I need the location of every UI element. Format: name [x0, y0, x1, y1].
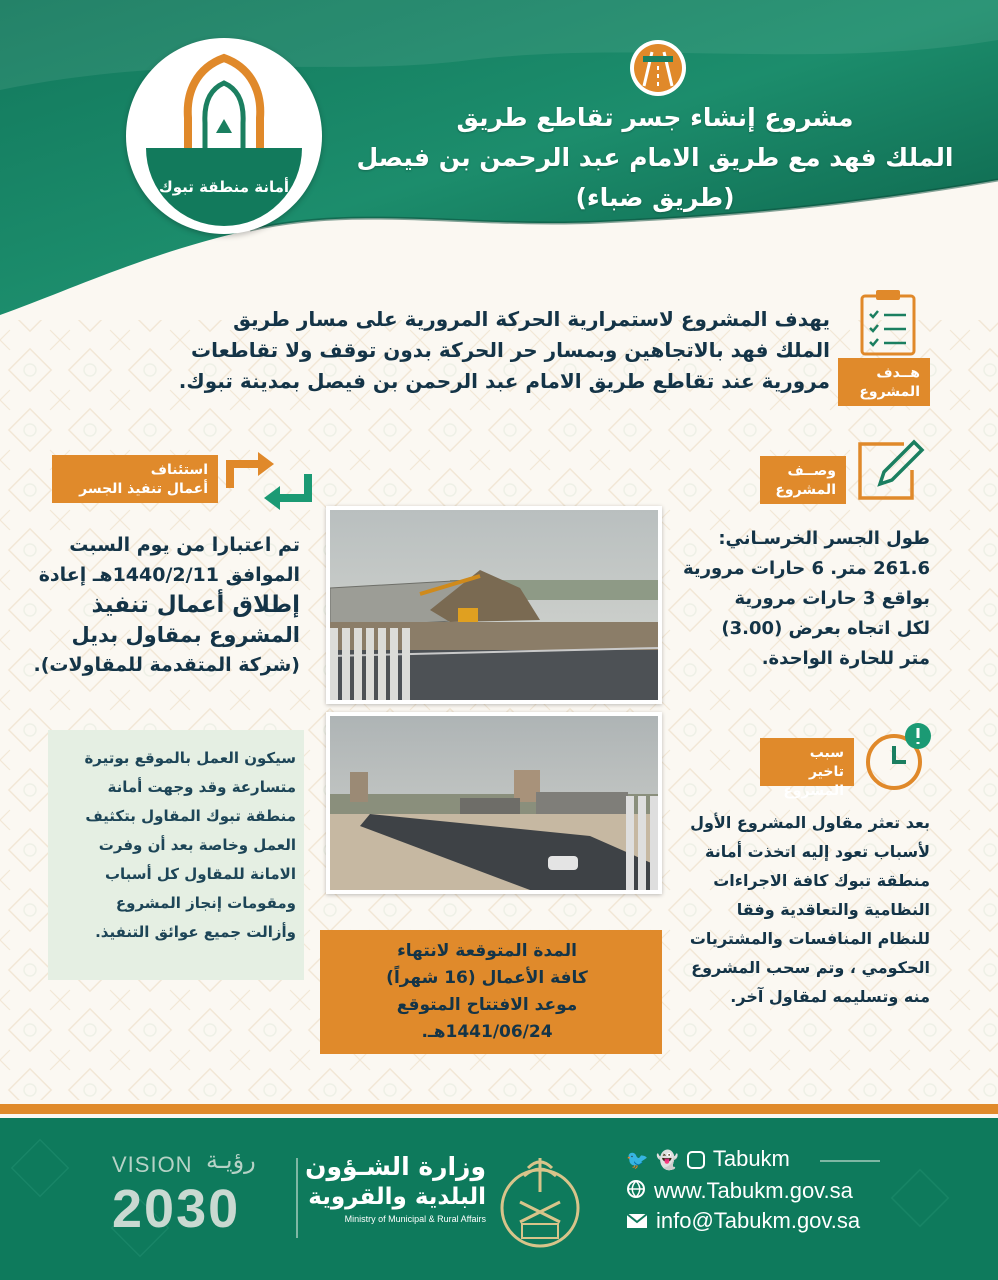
- road-icon: [630, 40, 686, 96]
- clipboard-icon: [858, 288, 918, 358]
- ministry-name: [300, 1152, 486, 1226]
- vision-2030-logo: [112, 1146, 290, 1252]
- resume-line: الموافق 1440/2/11هـ إعادة: [38, 564, 300, 586]
- ministry-name-line-2: البلدية والقروية: [308, 1184, 486, 1210]
- social-divider: [820, 1160, 880, 1162]
- goal-tag-line-1: هــدف: [876, 365, 920, 381]
- goal-tag: [838, 358, 930, 406]
- vision-en: VISION: [112, 1152, 193, 1177]
- duration-line: موعد الافتتاح المتوقع: [396, 995, 578, 1015]
- description-tag-line-2: المشروع: [775, 482, 836, 498]
- delay-line: بعد تعثر مقاول المشروع الأول: [690, 813, 930, 832]
- ministry-emblem: [498, 1152, 582, 1252]
- duration-text: [330, 938, 644, 1046]
- social-handle[interactable]: Tabukm: [712, 1146, 790, 1171]
- social-row: [626, 1146, 790, 1172]
- goal-text: [40, 304, 830, 397]
- instagram-icon[interactable]: [687, 1151, 705, 1169]
- delay-line: النظامية والتعاقدية وفقا: [736, 900, 930, 919]
- description-line: بواقع 3 حارات مرورية: [734, 588, 930, 609]
- duration-line: 1441/06/24هـ.: [421, 1022, 553, 1042]
- description-line: لكل اتجاه بعرض (3.00): [721, 618, 930, 639]
- email-link[interactable]: info@Tabukm.gov.sa: [656, 1208, 861, 1233]
- work-line: منطقة تبوك المقاول بتكثيف: [85, 807, 296, 825]
- goal-line: مرورية عند تقاطع طريق الامام عبد الرحمن بن فيصل بمدينة تبوك.: [178, 369, 830, 393]
- work-line: ومقومات إنجاز المشروع: [115, 894, 296, 912]
- goal-line: الملك فهد بالاتجاهين وبمسار حر الحركة بدون توقف ولا تقاطعات: [190, 338, 830, 362]
- resume-tag-line-1: استئناف: [150, 462, 208, 478]
- duration-line: المدة المتوقعة لانتهاء: [397, 941, 577, 961]
- envelope-icon: [626, 1209, 648, 1235]
- resume-tag: [52, 455, 218, 503]
- delay-line: الحكومي ، وتم سحب المشروع: [691, 958, 930, 977]
- work-line: متسارعة وقد وجهت أمانة: [107, 778, 296, 796]
- delay-text: [668, 808, 930, 1011]
- twitter-icon[interactable]: 🐦: [626, 1149, 649, 1170]
- title-line-3: (طريق ضباء): [575, 183, 735, 212]
- edit-icon: [852, 436, 928, 506]
- clock-icon: [860, 718, 936, 794]
- work-line: سيكون العمل بالموقع بوتيرة: [84, 749, 296, 767]
- work-line: الامانة للمقاول كل أسباب: [104, 865, 296, 883]
- construction-photo-2: [326, 712, 662, 894]
- vision-year: 2030: [112, 1179, 241, 1239]
- construction-photo-1: [326, 506, 662, 704]
- resume-line: تم اعتبارا من يوم السبت: [69, 534, 300, 556]
- description-tag: [760, 456, 846, 504]
- description-tag-line-1: وصــف: [787, 463, 836, 479]
- vision-ar: رؤيـة: [206, 1146, 256, 1174]
- delay-tag: [760, 738, 854, 799]
- email-row: [626, 1208, 860, 1235]
- delay-line: لأسباب تعود إليه اتخذت أمانة: [704, 842, 930, 861]
- resume-text: [33, 530, 300, 680]
- duration-line: كافة الأعمال (16 شهراً): [386, 968, 588, 988]
- ministry-name-en: Ministry of Municipal & Rural Affairs: [344, 1214, 486, 1224]
- goal-tag-line-2: المشروع: [859, 384, 920, 400]
- globe-icon: [626, 1179, 646, 1205]
- description-line: متر للحارة الواحدة.: [761, 648, 930, 669]
- resume-line: المشروع بمقاول بديل: [71, 623, 300, 647]
- footer-divider: [296, 1158, 298, 1238]
- amanah-logo: [126, 38, 322, 234]
- resume-tag-line-2: أعمال تنفيذ الجسر: [79, 481, 208, 497]
- delay-line: منطقة تبوك كافة الاجراءات: [713, 871, 930, 890]
- goal-line: يهدف المشروع لاستمرارية الحركة المرورية على مسار طريق: [233, 307, 830, 331]
- work-text: [56, 744, 296, 947]
- delay-tag-line-2: المشروع: [783, 783, 844, 799]
- website-link[interactable]: www.Tabukm.gov.sa: [654, 1178, 853, 1203]
- description-line: طول الجسر الخرسـاني:: [718, 528, 930, 549]
- header-title: [340, 98, 970, 218]
- footer-accent-bar: [0, 1104, 998, 1114]
- resume-arrows-icon: [222, 448, 316, 514]
- delay-tag-line-1: سبب تاخير: [808, 745, 844, 780]
- resume-line: إطلاق أعمال تنفيذ: [91, 592, 300, 618]
- footer: [0, 1118, 998, 1280]
- delay-line: منه وتسليمه لمقاول آخر.: [730, 987, 930, 1006]
- work-line: وأزالت جميع عوائق التنفيذ.: [95, 923, 296, 941]
- logo-caption: أمانة منطقة تبوك: [158, 178, 290, 196]
- description-line: 261.6 متر. 6 حارات مرورية: [683, 558, 930, 579]
- resume-line: (شركة المتقدمة للمقاولات).: [33, 654, 300, 676]
- description-text: [680, 524, 930, 674]
- ministry-name-line-1: وزارة الشـؤون: [305, 1152, 486, 1181]
- title-line-2: الملك فهد مع طريق الامام عبد الرحمن بن فيصل: [356, 143, 954, 172]
- delay-line: للنظام المنافسات والمشتريات: [689, 929, 930, 948]
- snapchat-icon[interactable]: 👻: [656, 1149, 679, 1170]
- title-line-1: مشروع إنشاء جسر تقاطع طريق: [456, 103, 854, 132]
- work-line: العمل وخاصة بعد أن وفرت: [98, 836, 296, 854]
- website-row: [626, 1178, 853, 1205]
